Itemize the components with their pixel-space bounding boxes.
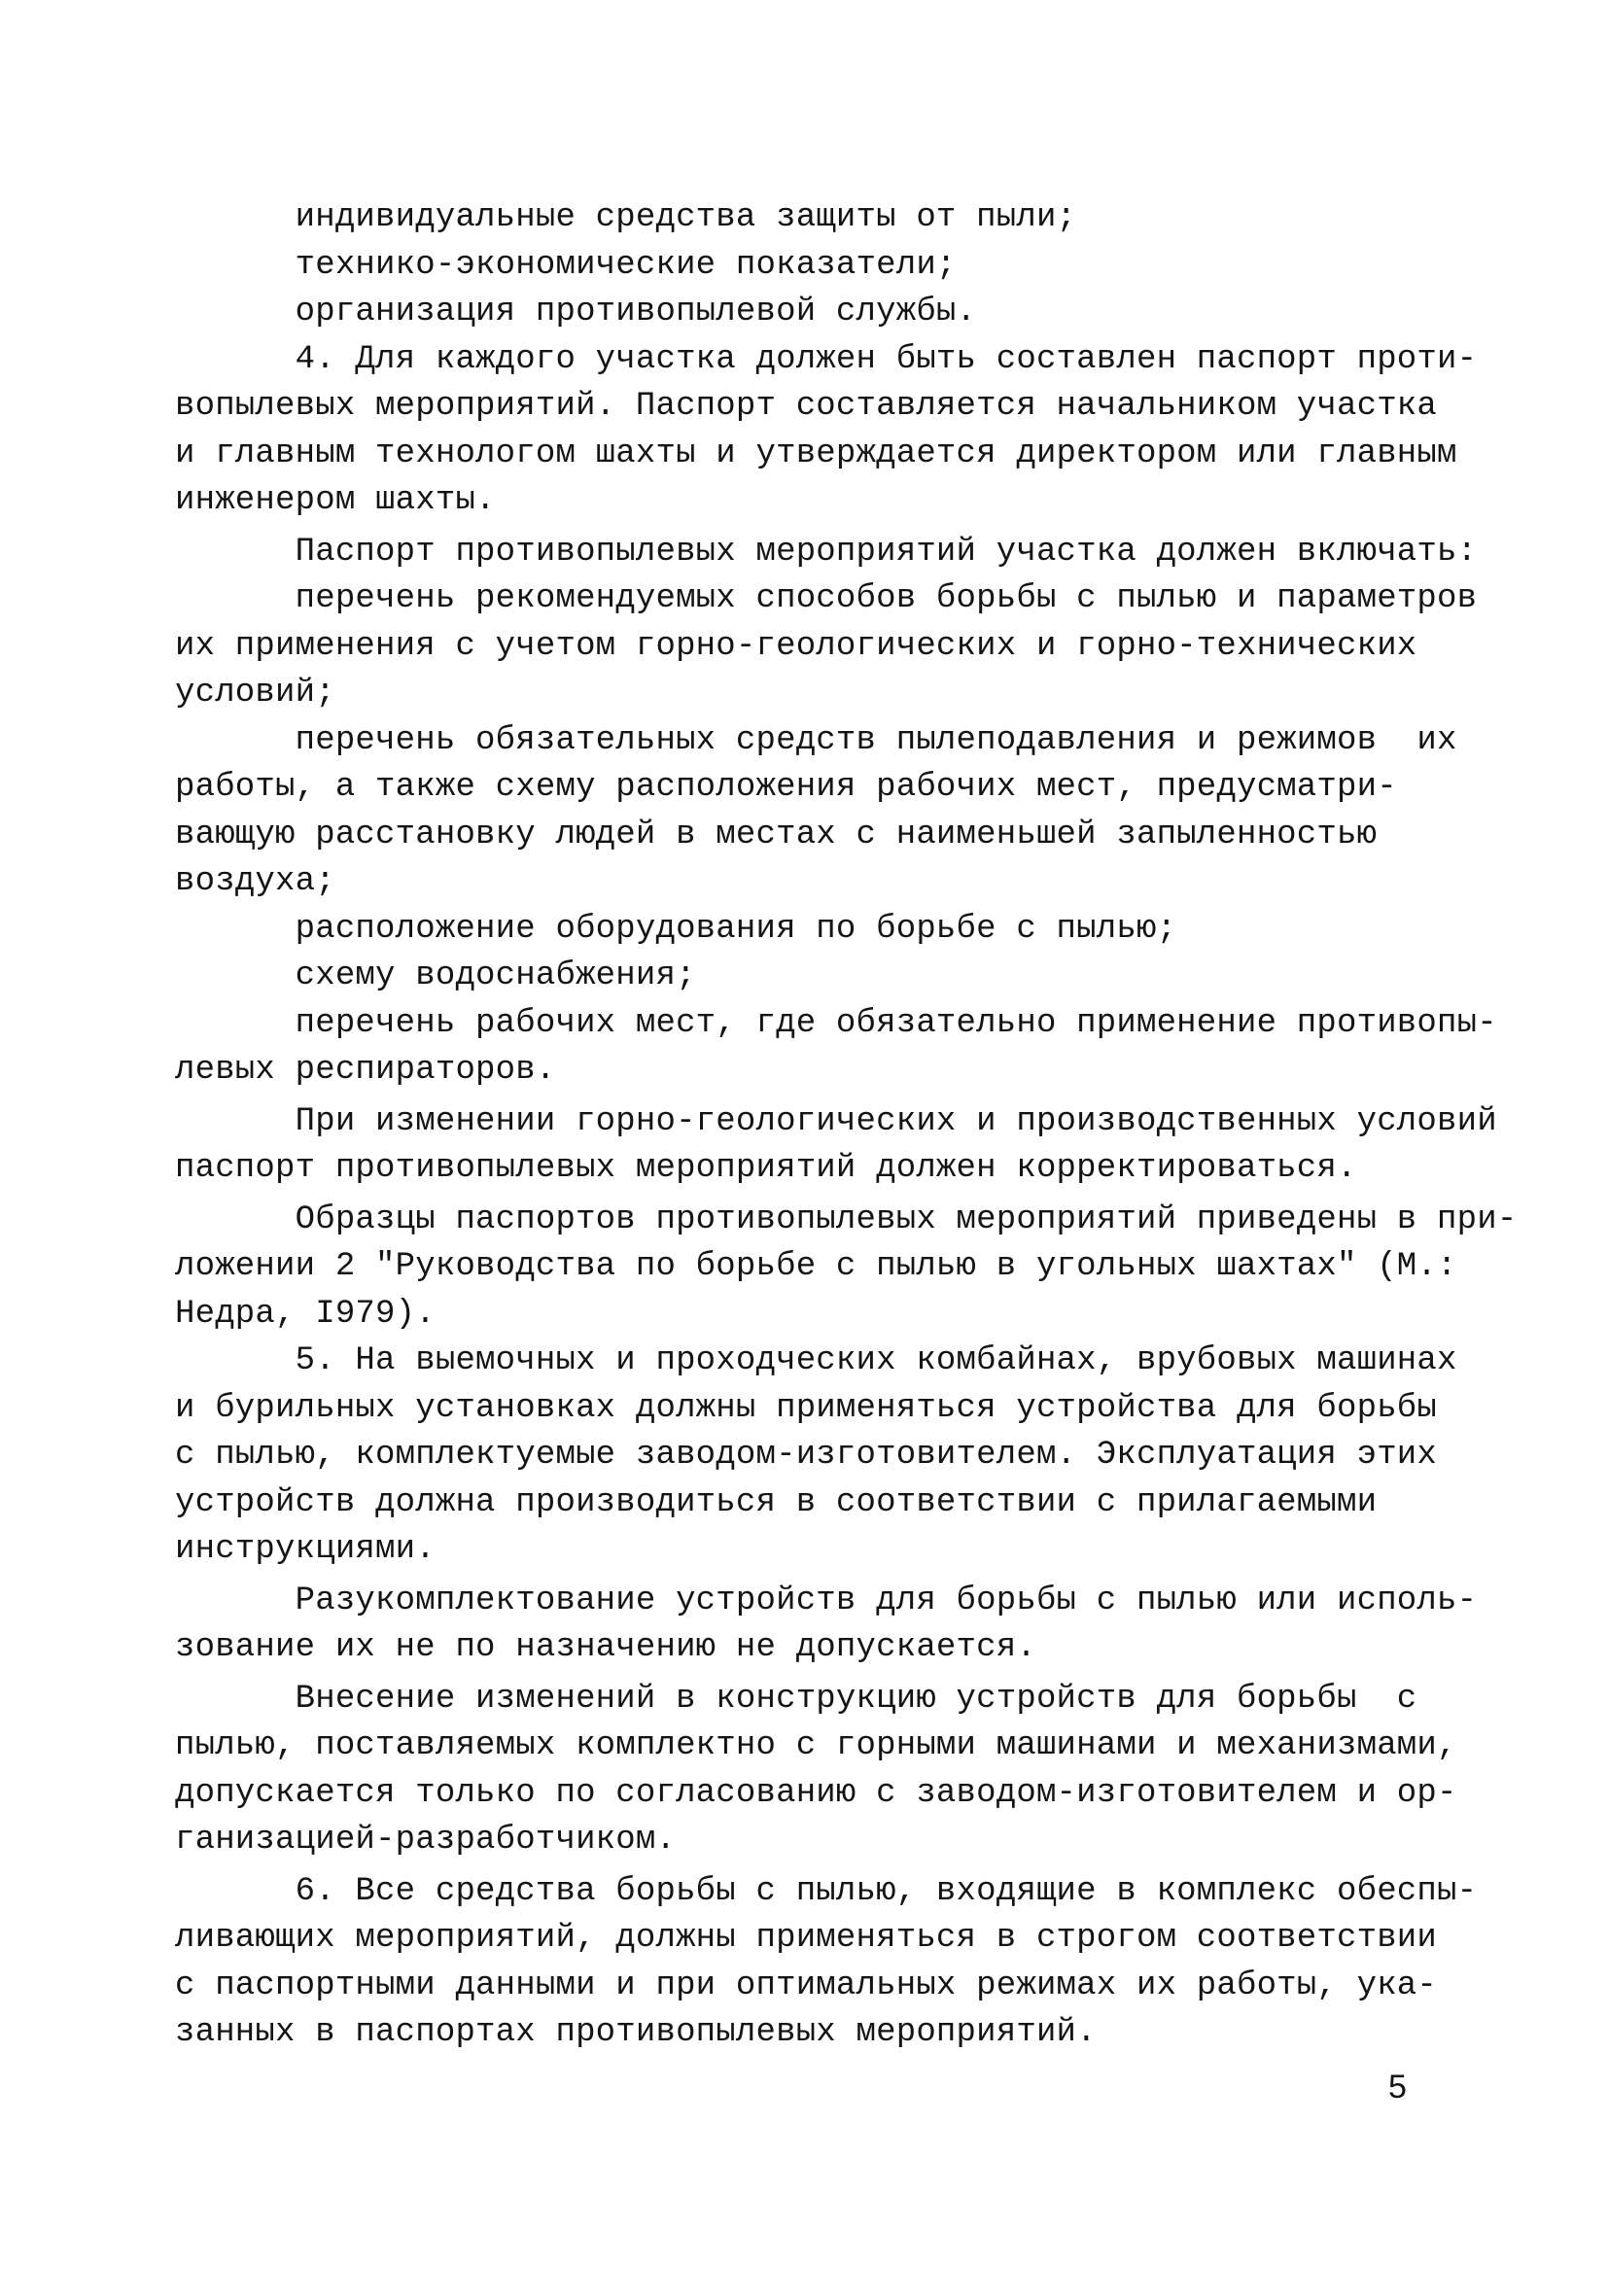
text-line: Разукомплектование устройств для борьбы с пылью или исполь- bbox=[175, 1582, 1478, 1619]
text-line: их применения с учетом горно-геологических и горно-технических bbox=[175, 627, 1417, 665]
text-line: с паспортными данными и при оптимальных режимах их работы, ука- bbox=[175, 1966, 1438, 2004]
text-line: Паспорт противопылевых мероприятий участка должен включать: bbox=[175, 533, 1478, 571]
text-line: расположение оборудования по борьбе с пылью; bbox=[175, 910, 1177, 948]
text-line: ганизацией-разработчиком. bbox=[175, 1822, 677, 1859]
text-line: инструкциями. bbox=[175, 1531, 436, 1568]
text-line: перечень рекомендуемых способов борьбы с пылью и параметров bbox=[175, 580, 1478, 617]
text-line: работы, а также схему расположения рабочих мест, предусматри- bbox=[175, 769, 1397, 806]
text-line: устройств должна производиться в соответствии с прилагаемыми bbox=[175, 1483, 1378, 1521]
text-line: 4. Для каждого участка должен быть составлен паспорт проти- bbox=[175, 340, 1478, 378]
text-line: зование их не по назначению не допускается. bbox=[175, 1629, 1036, 1666]
text-line: допускается только по согласованию с заводом-изготовителем и ор- bbox=[175, 1774, 1457, 1812]
text-line: индивидуальные средства защиты от пыли; bbox=[175, 199, 1077, 236]
text-line: и главным технологом шахты и утверждается директором или главным bbox=[175, 435, 1457, 472]
body-text bbox=[175, 194, 1518, 2057]
text-line: ложении 2 "Руководства по борьбе с пылью в угольных шахтах" (М.: bbox=[175, 1248, 1457, 1285]
text-line: занных в паспортах противопылевых мероприятий. bbox=[175, 2014, 1097, 2051]
text-line: вопылевых мероприятий. Паспорт составляется начальником участка bbox=[175, 388, 1438, 425]
text-line: с пылью, комплектуемые заводом-изготовителем. Эксплуатация этих bbox=[175, 1437, 1438, 1474]
text-line: организация противопылевой службы. bbox=[175, 294, 977, 330]
text-line: схему водоснабжения; bbox=[175, 957, 696, 994]
text-line: 6. Все средства борьбы с пылью, входящие в комплекс обеспы- bbox=[175, 1872, 1478, 1910]
text-line: воздуха; bbox=[175, 863, 335, 900]
text-line: При изменении горно-геологических и производственных условий bbox=[175, 1102, 1497, 1140]
text-line: пылью, поставляемых комплектно с горными машинами и механизмами, bbox=[175, 1727, 1457, 1764]
text-line: технико-экономические показатели; bbox=[175, 246, 957, 284]
text-line: вающую расстановку людей в местах с наименьшей запыленностью bbox=[175, 816, 1378, 853]
text-line: Недра, I979). bbox=[175, 1295, 436, 1333]
text-line: ливающих мероприятий, должны применяться в строгом соответствии bbox=[175, 1920, 1438, 1957]
text-line: инженером шахты. bbox=[175, 482, 496, 519]
text-line: перечень обязательных средств пылеподавления и режимов их bbox=[175, 721, 1457, 759]
page-number: 5 bbox=[1388, 2069, 1407, 2105]
text-line: Образцы паспортов противопылевых мероприятий приведены в при- bbox=[175, 1200, 1518, 1238]
text-line: левых респираторов. bbox=[175, 1052, 556, 1089]
text-line: 5. На выемочных и проходческих комбайнах, врубовых машинах bbox=[175, 1342, 1457, 1379]
text-line: паспорт противопылевых мероприятий должен корректироваться. bbox=[175, 1150, 1357, 1187]
text-line: перечень рабочих мест, где обязательно применение противопы- bbox=[175, 1004, 1497, 1042]
text-line: и бурильных установках должны применяться устройства для борьбы bbox=[175, 1389, 1438, 1427]
text-line: Внесение изменений в конструкцию устройств для борьбы с bbox=[175, 1680, 1417, 1718]
text-line: условий; bbox=[175, 675, 335, 712]
